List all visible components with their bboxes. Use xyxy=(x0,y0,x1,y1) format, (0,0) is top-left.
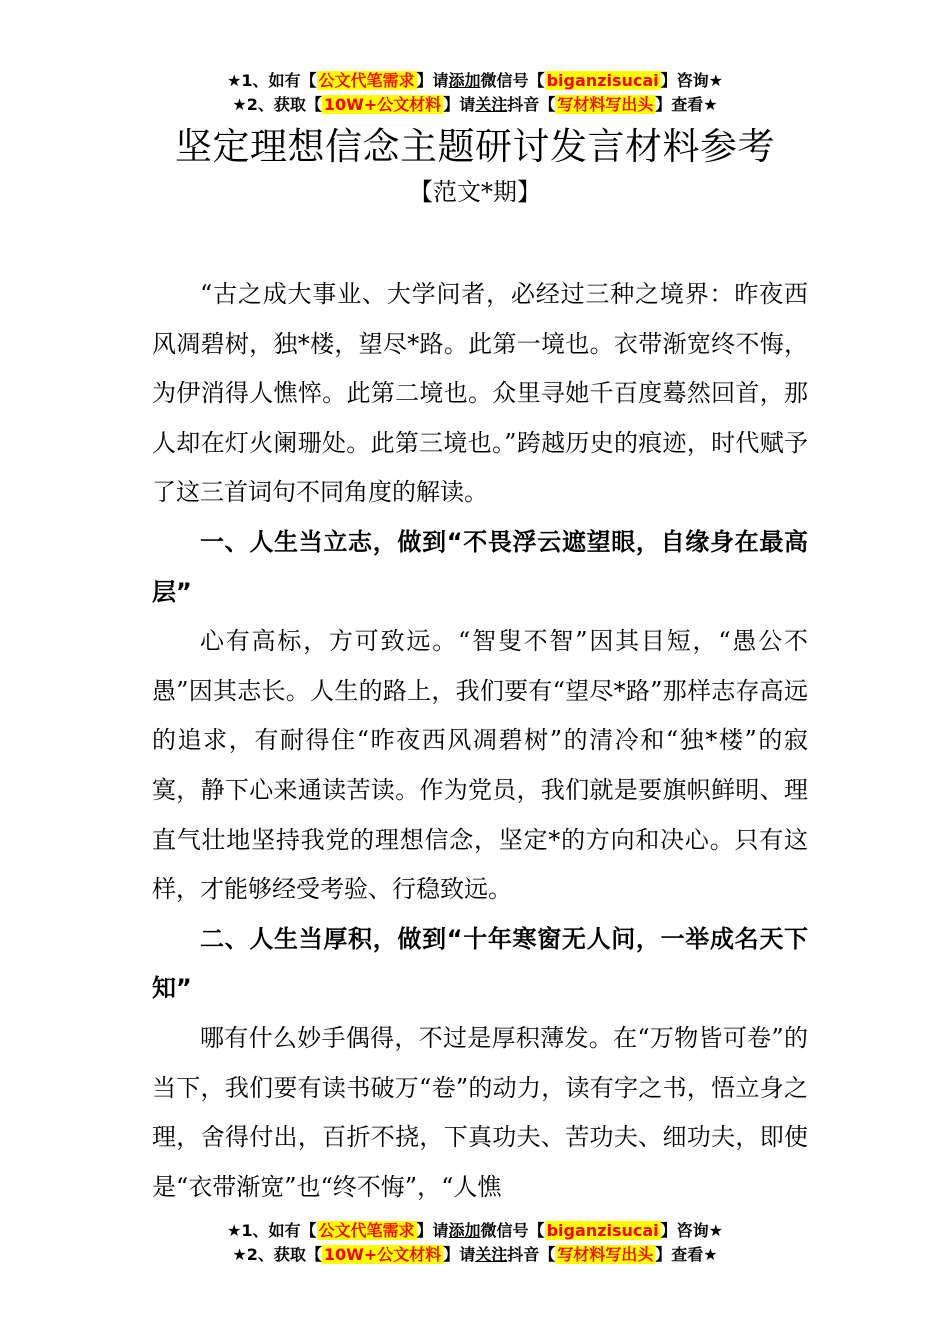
banner-text: 微信号【 xyxy=(480,1221,545,1240)
document-body xyxy=(152,270,808,1212)
banner-text: 微信号【 xyxy=(480,71,545,90)
banner-underlined-text: 关注 xyxy=(475,95,508,114)
banner-suffix: 】查看★ xyxy=(655,1245,718,1264)
banner-text: 抖音【 xyxy=(507,95,556,114)
banner-text: 】请 xyxy=(416,1221,449,1240)
banner-underlined-text: 添加 xyxy=(448,1221,481,1240)
banner-suffix: 】查看★ xyxy=(655,95,718,114)
bottom-banner-line-2 xyxy=(0,1244,950,1266)
top-banner-line-1 xyxy=(0,70,950,92)
banner-suffix: 】咨询★ xyxy=(660,71,723,90)
banner-highlight-douyin-id: 写材料写出头 xyxy=(557,1245,654,1264)
banner-highlight-service: 公文代笔需求 xyxy=(318,71,415,90)
banner-text: 】请 xyxy=(443,1245,476,1264)
banner-highlight-materials: 10W+公文材料 xyxy=(323,1245,442,1264)
paragraph-section-1: 心有高标，方可致远。“智叟不智”因其目短，“愚公不愚”因其志长。人生的路上，我们要有“望尽*路”那样志存高远的追求，有耐得住“昨夜西风凋碧树”的清冷和“独*楼”的寂寞，静下心来通读苦读。作为党员，我们就是要旗帜鲜明、理直气壮地坚持我党的理想信念，坚定*的方向和决心。只有这样，才能够经受考验、行稳致远。 xyxy=(152,627,808,904)
banner-highlight-wechat-id: biganzisucai xyxy=(546,71,659,90)
banner-prefix: ★2、获取【 xyxy=(232,1245,322,1264)
banner-text: 】请 xyxy=(416,71,449,90)
paragraph-intro: “古之成大事业、大学问者，必经过三种之境界：昨夜西风凋碧树，独*楼，望尽*路。此第一境也。衣带渐宽终不悔，为伊消得人憔悴。此第二境也。众里寻她千百度蓦然回首，那人却在灯火阑珊处。此第三境也。”跨越历史的痕迹，时代赋予了这三首词句不同角度的解读。 xyxy=(152,280,808,507)
banner-highlight-materials: 10W+公文材料 xyxy=(323,95,442,114)
banner-text: 】请 xyxy=(443,95,476,114)
document-title: 坚定理想信念主题研讨发言材料参考 xyxy=(175,125,775,168)
document-subtitle: 【范文*期】 xyxy=(409,178,541,206)
banner-underlined-text: 关注 xyxy=(475,1245,508,1264)
banner-prefix: ★1、如有【 xyxy=(227,71,317,90)
section-heading-1: 一、人生当立志，做到“不畏浮云遮望眼，自缘身在最高层” xyxy=(152,527,808,606)
banner-highlight-service: 公文代笔需求 xyxy=(318,1221,415,1240)
top-banner-line-2 xyxy=(0,94,950,116)
banner-prefix: ★1、如有【 xyxy=(227,1221,317,1240)
banner-highlight-douyin-id: 写材料写出头 xyxy=(557,95,654,114)
bottom-banner-line-1 xyxy=(0,1220,950,1242)
banner-underlined-text: 添加 xyxy=(448,71,481,90)
paragraph-section-2: 哪有什么妙手偶得，不过是厚积薄发。在“万物皆可卷”的当下，我们要有读书破万“卷”的动力，读有字之书，悟立身之理，舍得付出，百折不挠，下真功夫、苦功夫、细功夫，即使是“衣带渐宽”也“终不悔”，“人憔 xyxy=(152,1023,808,1201)
banner-highlight-wechat-id: biganzisucai xyxy=(546,1221,659,1240)
section-heading-2: 二、人生当厚积，做到“十年寒窗无人问，一举成名天下知” xyxy=(152,924,808,1003)
banner-text: 抖音【 xyxy=(507,1245,556,1264)
banner-prefix: ★2、获取【 xyxy=(232,95,322,114)
banner-suffix: 】咨询★ xyxy=(660,1221,723,1240)
